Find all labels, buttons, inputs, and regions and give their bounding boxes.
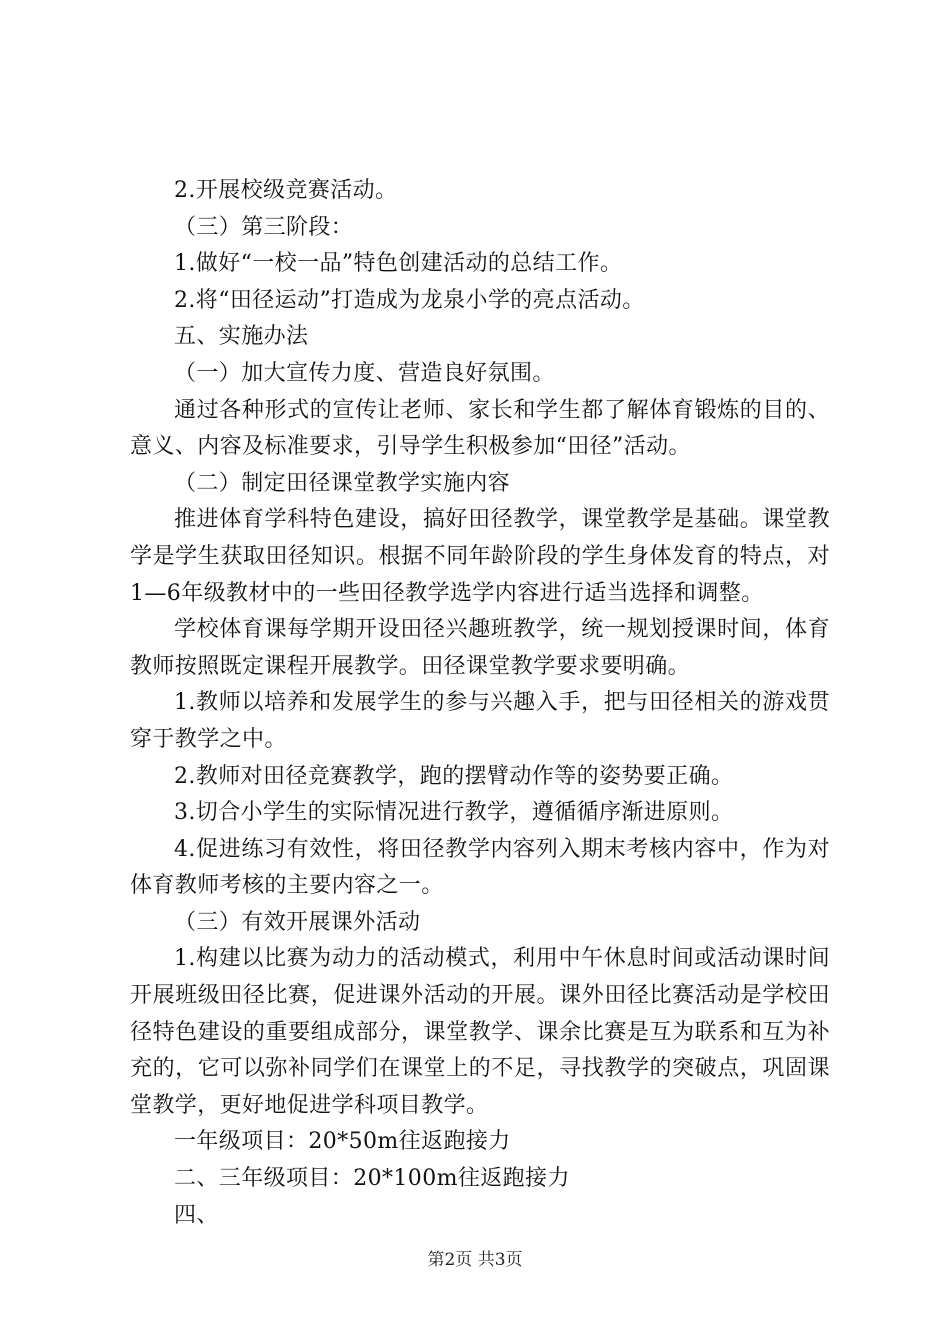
paragraph: （三）有效开展课外活动 [174,909,421,935]
paragraph: （三）第三阶段： [174,214,354,240]
paragraph: （二）制定田径课堂教学实施内容 [174,470,511,496]
paragraph: 1.教师以培养和发展学生的参与兴趣入手，把与田径相关的游戏贯穿于教学之中。 [130,690,830,752]
paragraph: 一年级项目：20*50m往返跑接力 [174,1129,511,1155]
paragraph: 4.促进练习有效性，将田径教学内容列入期末考核内容中，作为对体育教师考核的主要内容之一。 [130,836,830,899]
paragraph: （一）加大宣传力度、营造良好氛围。 [174,360,555,386]
document-body [130,173,830,1234]
paragraph: 2.教师对田径竞赛教学，跑的摆臂动作等的姿势要正确。 [174,763,734,789]
paragraph: 学校体育课每学期开设田径兴趣班教学，统一规划授课时间，体育教师按照既定课程开展教学。田径课堂教学要求要明确。 [130,617,830,679]
paragraph: 推进体育学科特色建设，搞好田径教学，课堂教学是基础。课堂教学是学生获取田径知识。根据不同年龄阶段的学生身体发育的特点，对1—6年级教材中的一些田径教学选学内容进行适当选择和调整。 [130,507,830,606]
paragraph: 二、三年级项目：20*100m往返跑接力 [174,1166,570,1192]
page-number-footer: 第2页 共3页 [427,1250,523,1270]
paragraph: 1.做好“一校一品”特色创建活动的总结工作。 [174,251,623,277]
paragraph: 1.构建以比赛为动力的活动模式，利用中午休息时间或活动课时间开展班级田径比赛，促进课外活动的开展。课外田径比赛活动是学校田径特色建设的重要组成部分，课堂教学、课余比赛是互为联系和互为补充的，它可以弥补同学们在课堂上的不足，寻找教学的突破点，巩固课堂教学，更好地促进学科项目教学。 [130,946,830,1118]
paragraph: 2.开展校级竞赛活动。 [174,178,398,203]
paragraph: 通过各种形式的宣传让老师、家长和学生都了解体育锻炼的目的、意义、内容及标准要求，引导学生积极参加“田径”活动。 [130,397,830,460]
section-heading: 五、实施办法 [174,324,309,350]
paragraph: 2.将“田径运动”打造成为龙泉小学的亮点活动。 [174,287,645,313]
paragraph: 3.切合小学生的实际情况进行教学，遵循循序渐进原则。 [174,800,734,826]
paragraph: 四、 [174,1202,219,1228]
